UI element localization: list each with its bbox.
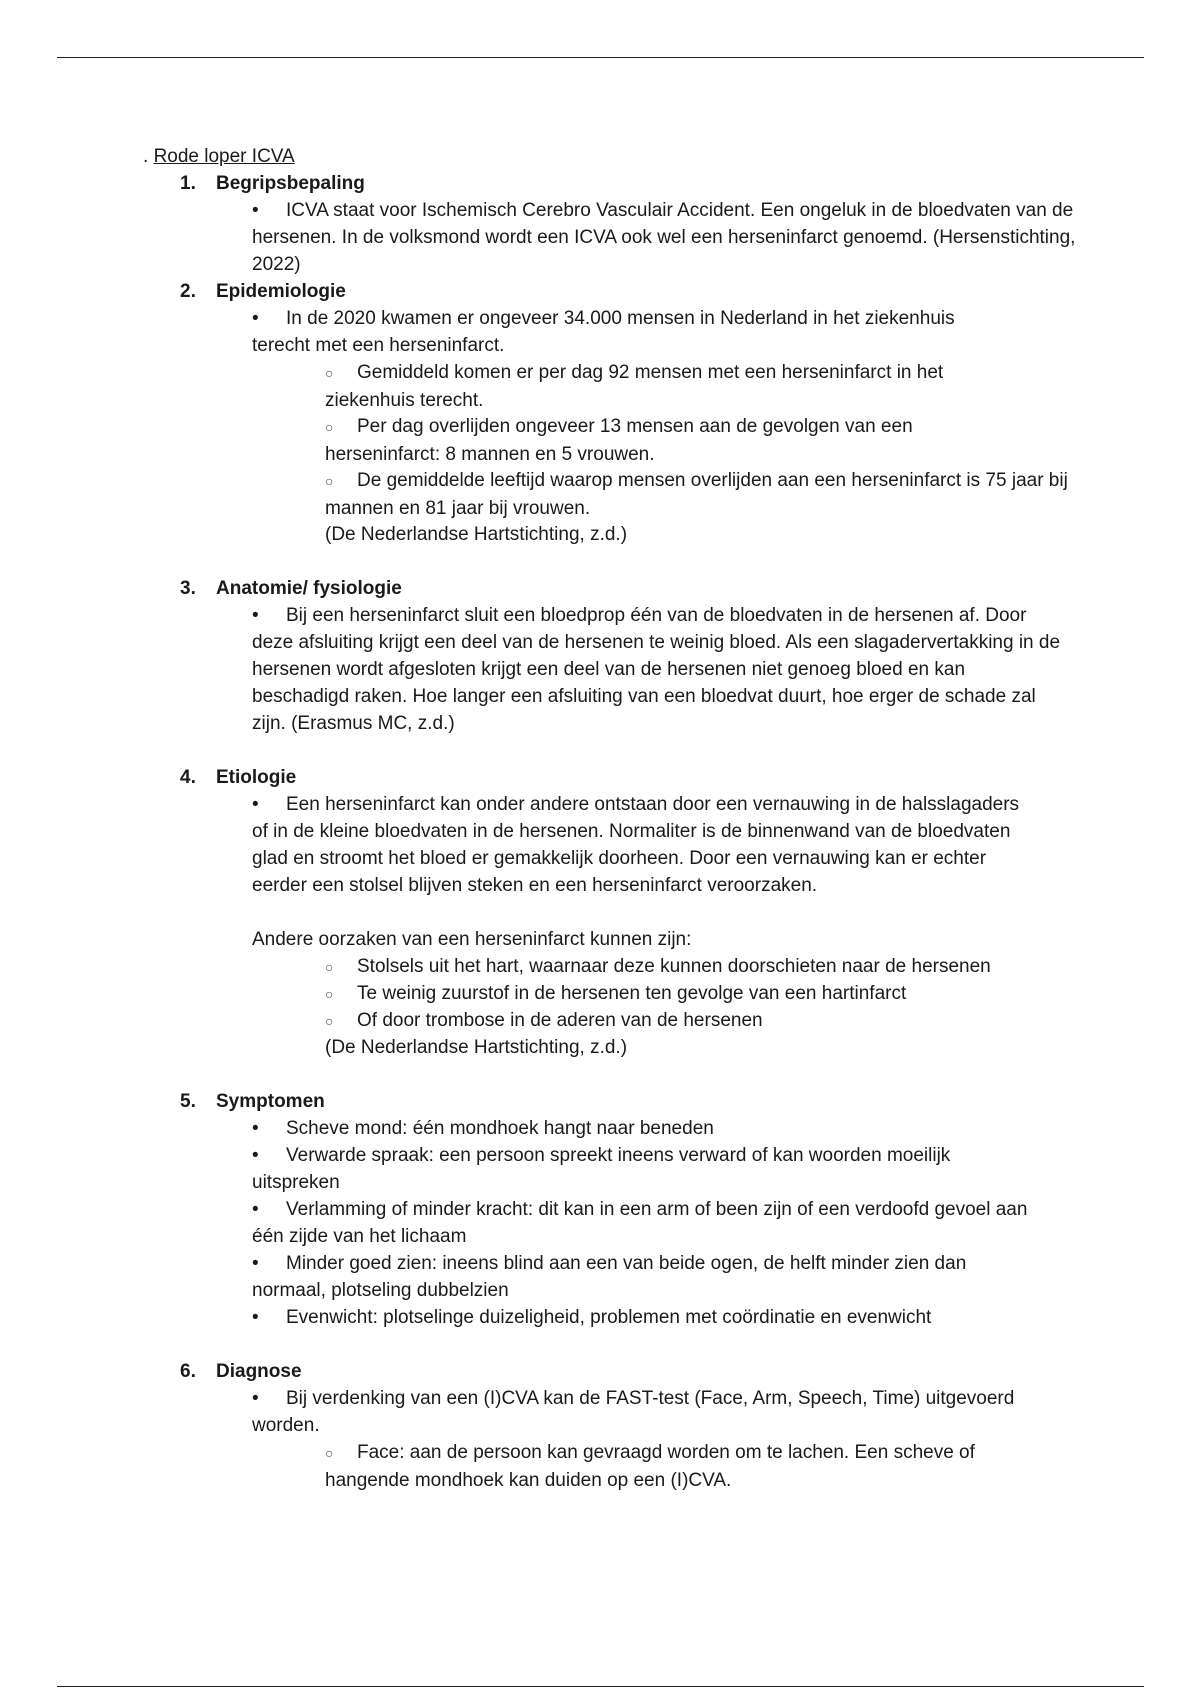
sub-list-item: ○ De gemiddelde leeftijd waarop mensen overlijden aan een herseninfarct is 75 jaar bij mannen en 81 jaar bij vrouwen.: [325, 470, 1068, 519]
sub-list-item: ○ Te weinig zuurstof in de hersenen ten gevolge van een hartinfarct: [325, 980, 1065, 1008]
bullet-icon: •: [252, 1307, 259, 1328]
list-item: • Evenwicht: plotselinge duizeligheid, problemen met coördinatie en evenwicht: [252, 1304, 1082, 1331]
source-citation: (De Nederlandse Hartstichting, z.d.): [325, 1037, 628, 1058]
header-rule: [57, 57, 1144, 58]
section-heading-anatomie: 3. Anatomie/ fysiologie: [180, 578, 402, 599]
sub-list-item: ○ Of door trombose in de aderen van de hersenen: [325, 1007, 1065, 1035]
paragraph: Andere oorzaken van een herseninfarct kunnen zijn:: [252, 929, 692, 950]
circle-bullet-icon: ○: [325, 986, 334, 1002]
bullet-icon: •: [252, 605, 259, 626]
bullet-icon: •: [252, 308, 259, 329]
bullet-icon: •: [252, 1118, 259, 1139]
source-citation: (De Nederlandse Hartstichting, z.d.): [325, 524, 628, 545]
bullet-icon: •: [252, 1199, 259, 1220]
circle-bullet-icon: ○: [325, 959, 334, 975]
list-item: • Een herseninfarct kan onder andere ontstaan door een vernauwing in de halsslagaders of in de kleine bloedvaten in de hersenen. Normaliter is de binnenwand van de bloedvaten glad en stroomt het bloed er gemakkelijk doorheen. Door een vernauwing kan er echter eerder een stolsel blijven steken en een herseninfarct veroorzaken.: [252, 791, 1022, 899]
bullet-icon: •: [252, 200, 259, 221]
circle-bullet-icon: ○: [325, 1445, 334, 1461]
list-item: • ICVA staat voor Ischemisch Cerebro Vasculair Accident. Een ongeluk in de bloedvaten van de hersenen. In de volksmond wordt een ICVA ook wel een herseninfarct genoemd. (Hersenstichting, 2022): [252, 197, 1082, 278]
bullet-icon: •: [252, 1253, 259, 1274]
circle-bullet-icon: ○: [325, 1013, 334, 1029]
list-item: • In de 2020 kwamen er ongeveer 34.000 mensen in Nederland in het ziekenhuis terecht met een herseninfarct.: [252, 305, 1012, 359]
bullet-icon: •: [252, 1145, 259, 1166]
circle-bullet-icon: ○: [325, 419, 334, 435]
sub-list-item: ○ Per dag overlijden ongeveer 13 mensen aan de gevolgen van een herseninfarct: 8 mannen en 5 vrouwen.: [325, 416, 913, 465]
list-item: • Verlamming of minder kracht: dit kan in een arm of been zijn of een verdoofd gevoel aan één zijde van het lichaam: [252, 1196, 1062, 1250]
bullet-icon: •: [252, 1388, 259, 1409]
list-item: • Bij een herseninfarct sluit een bloedprop één van de bloedvaten in de hersenen af. Door deze afsluiting krijgt een deel van de hersenen te weinig bloed. Als een slagadervertakking in de hersenen wordt afgesloten krijgt een deel van de hersenen niet genoeg bloed en kan beschadigd raken. Hoe langer een afsluiting van een bloedvat duurt, hoe erger de schade zal zijn. (Erasmus MC, z.d.): [252, 602, 1062, 737]
sub-list-item: ○ Stolsels uit het hart, waarnaar deze kunnen doorschieten naar de hersenen: [325, 953, 1085, 981]
list-item: • Scheve mond: één mondhoek hangt naar beneden: [252, 1115, 1082, 1142]
section-heading-epidemiologie: 2. Epidemiologie: [180, 281, 346, 302]
sub-list-item: ○ Face: aan de persoon kan gevraagd worden om te lachen. Een scheve of hangende mondhoek kan duiden op een (I)CVA.: [325, 1442, 975, 1491]
section-heading-symptomen: 5. Symptomen: [180, 1091, 325, 1112]
section-heading-begripsbepaling: 1. Begripsbepaling: [180, 173, 365, 194]
bullet-icon: •: [252, 794, 259, 815]
footer-rule: [57, 1686, 1144, 1687]
sub-list-item: ○ Gemiddeld komen er per dag 92 mensen met een herseninfarct in het ziekenhuis terecht.: [325, 362, 944, 411]
circle-bullet-icon: ○: [325, 365, 334, 381]
circle-bullet-icon: ○: [325, 473, 334, 489]
list-item: • Bij verdenking van een (I)CVA kan de FAST-test (Face, Arm, Speech, Time) uitgevoerd worden.: [252, 1385, 1062, 1439]
section-heading-diagnose: 6. Diagnose: [180, 1361, 302, 1382]
document-title: . Rode loper ICVA: [143, 146, 295, 167]
list-item: • Minder goed zien: ineens blind aan een van beide ogen, de helft minder zien dan normaal, plotseling dubbelzien: [252, 1250, 1032, 1304]
document-title-text: Rode loper ICVA: [153, 146, 295, 167]
list-item: • Verwarde spraak: een persoon spreekt ineens verward of kan woorden moeilijk uitspreken: [252, 1142, 1022, 1196]
section-heading-etiologie: 4. Etiologie: [180, 767, 297, 788]
